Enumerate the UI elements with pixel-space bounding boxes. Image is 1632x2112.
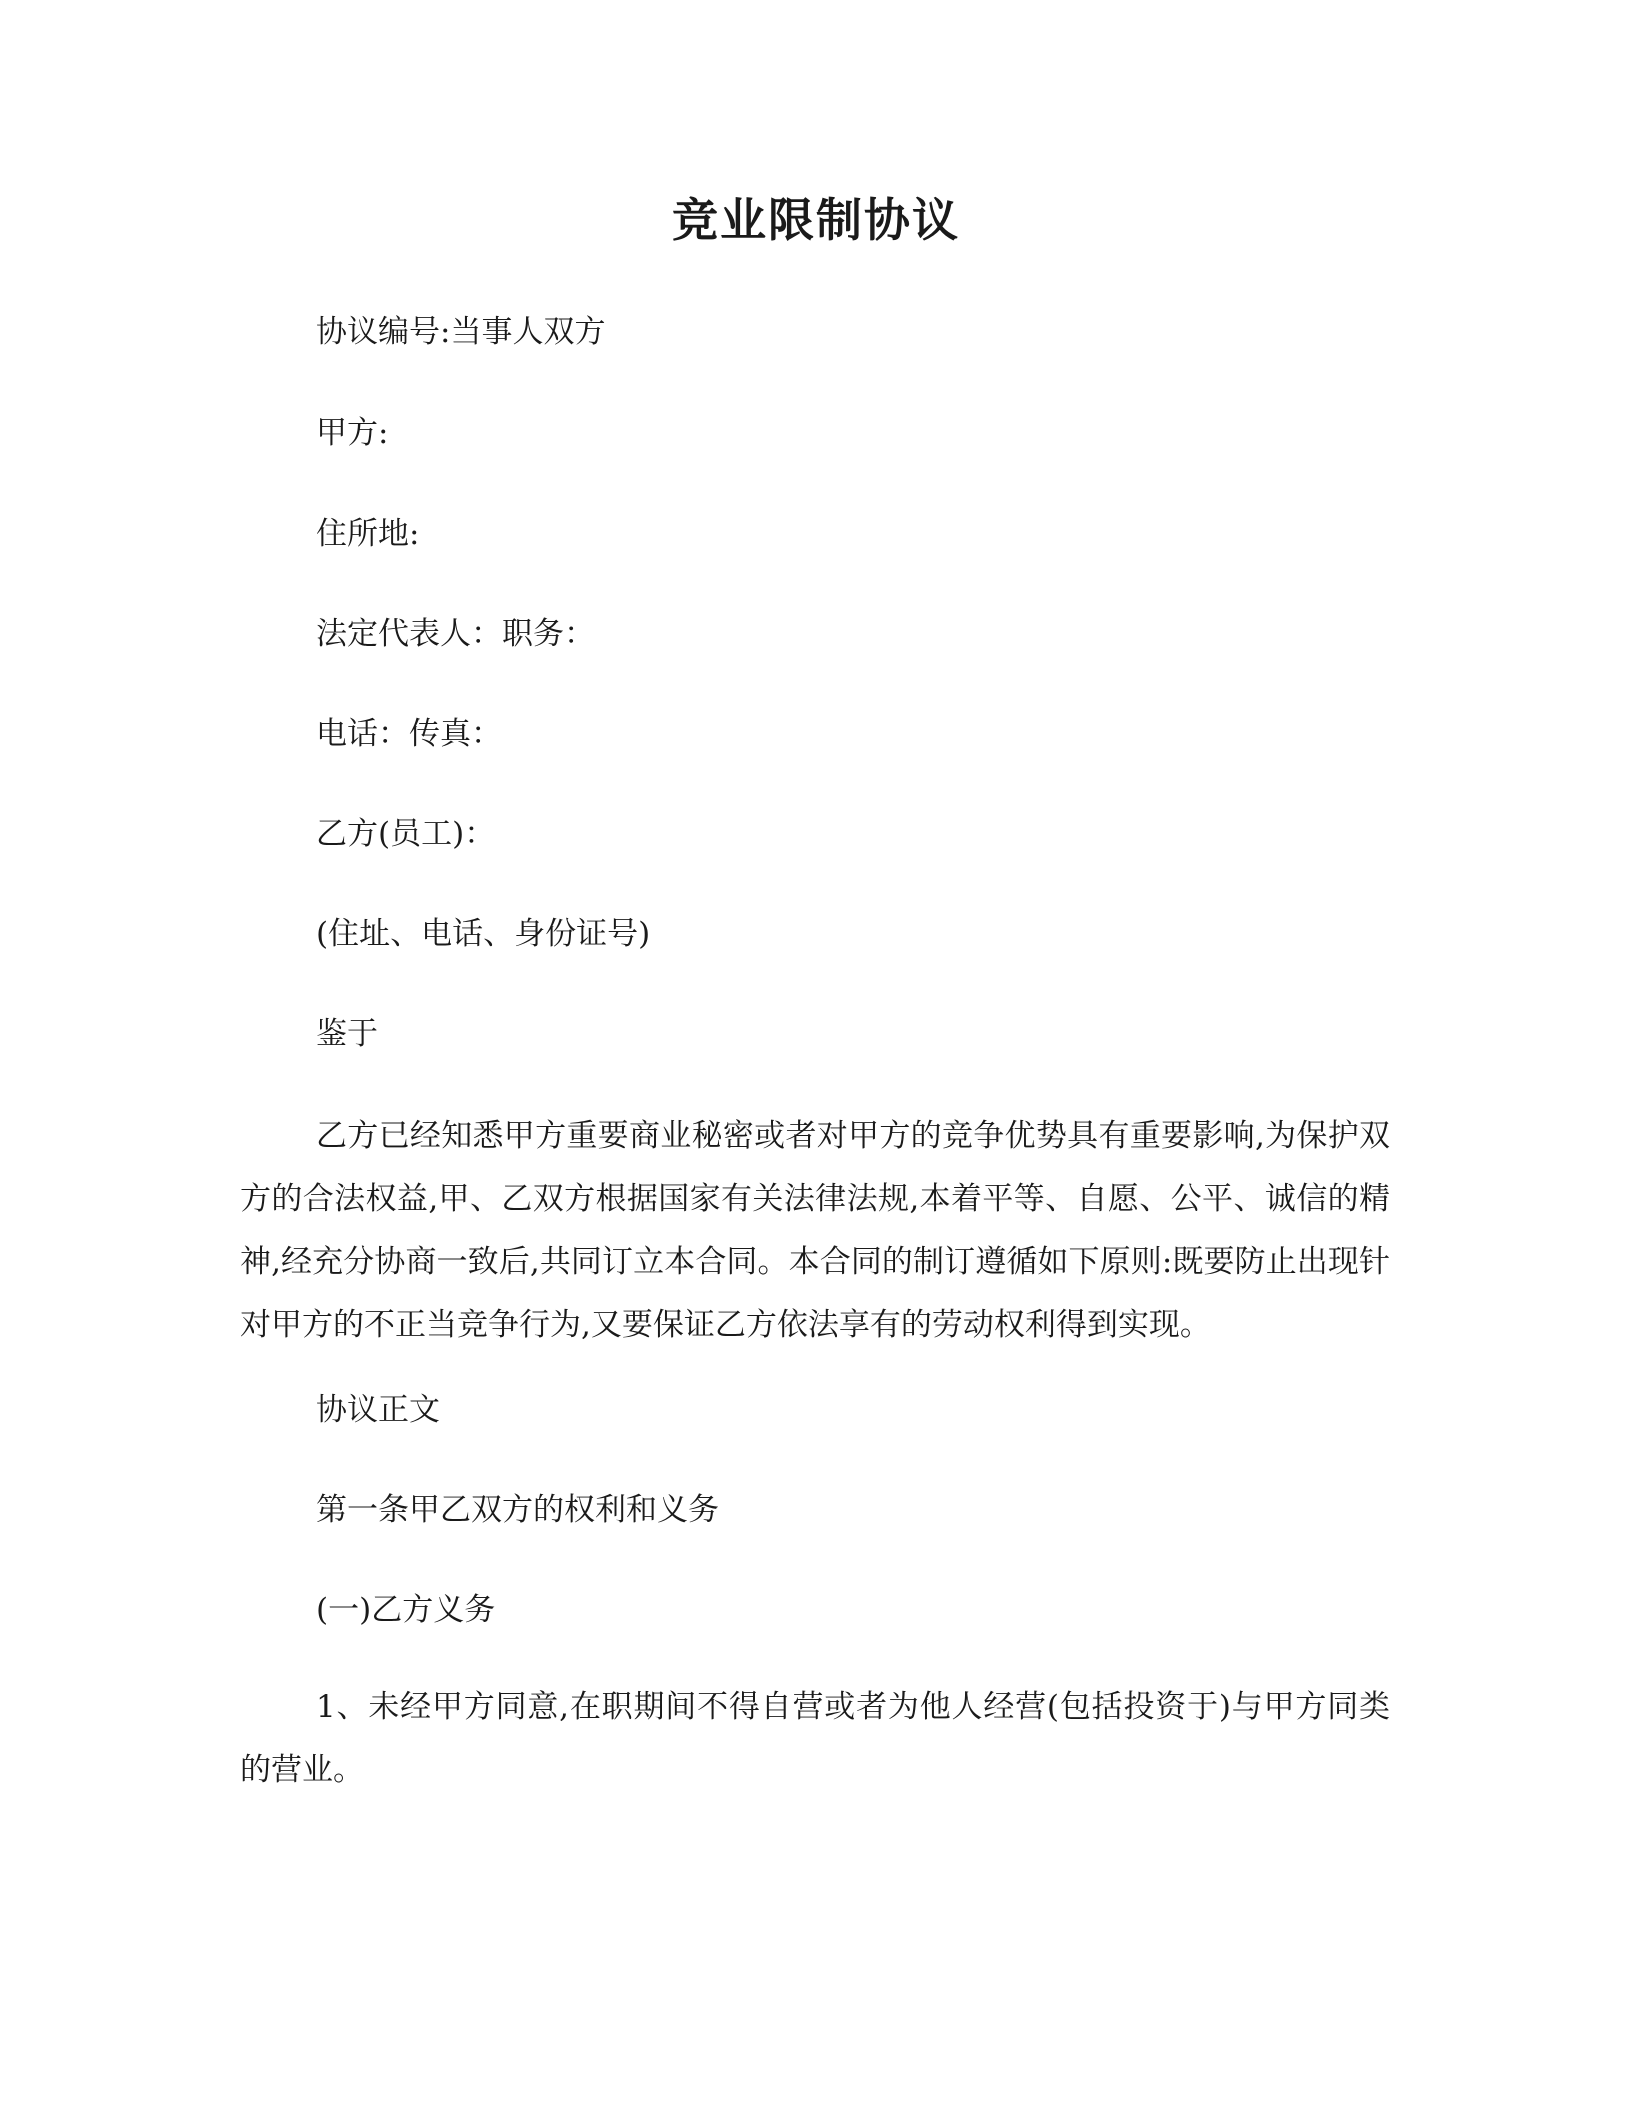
- whereas-heading: 鉴于: [316, 1016, 378, 1052]
- article-1-heading: 第一条甲乙双方的权利和义务: [316, 1492, 719, 1528]
- phone-fax-line: 电话：传真：: [316, 716, 502, 752]
- document-title: 竞业限制协议: [672, 193, 960, 247]
- party-b-info-line: (住址、电话、身份证号): [316, 916, 651, 952]
- agreement-number-line: 协议编号:当事人双方: [316, 314, 606, 350]
- party-b-line: 乙方(员工)：: [316, 816, 496, 852]
- clause-1-paragraph: 1、未经甲方同意,在职期间不得自营或者为他人经营(包括投资于)与甲方同类的营业。: [240, 1689, 1390, 1788]
- legal-representative-line: 法定代表人：职务：: [316, 616, 595, 652]
- party-a-line: 甲方:: [316, 415, 389, 451]
- address-line: 住所地:: [316, 516, 420, 552]
- whereas-paragraph: 乙方已经知悉甲方重要商业秘密或者对甲方的竞争优势具有重要影响,为保护双方的合法权益,甲、乙双方根据国家有关法律法规,本着平等、自愿、公平、诚信的精神,经充分协商一致后,共同订立本合同。本合同的制订遵循如下原则:既要防止出现针对甲方的不正当竞争行为,又要保证乙方依法享有的劳动权利得到实现。: [240, 1118, 1390, 1343]
- section-1-heading: (一)乙方义务: [316, 1592, 496, 1628]
- body-heading: 协议正文: [316, 1392, 440, 1428]
